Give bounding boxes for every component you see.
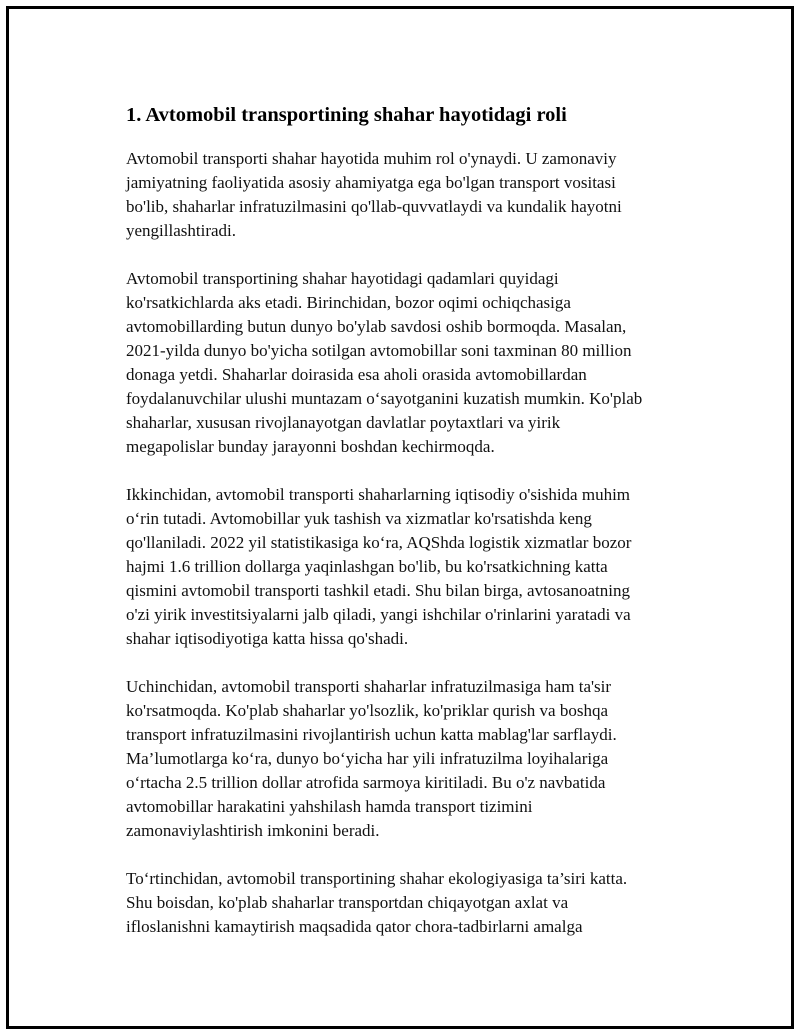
text-line: transport infratuzilmasini rivojlantirish uchun katta mablag'lar sarflaydi. xyxy=(126,725,617,744)
text-line: bo'lib, shaharlar infratuzilmasini qo'llab-quvvatlaydi va kundalik hayotni xyxy=(126,197,622,216)
text-line: o'zi yirik investitsiyalarni jalb qiladi, yangi ishchilar o'rinlarini yaratadi va xyxy=(126,605,631,624)
text-line: hajmi 1.6 trillion dollarga yaqinlashgan bo'lib, bu ko'rsatkichning katta xyxy=(126,557,608,576)
text-line: o‘rtacha 2.5 trillion dollar atrofida sarmoya kiritiladi. Bu o'z navbatida xyxy=(126,773,606,792)
text-line: jamiyatning faoliyatida asosiy ahamiyatga ega bo'lgan transport vositasi xyxy=(126,173,616,192)
text-line: Shu boisdan, ko'plab shaharlar transportdan chiqayotgan axlat va xyxy=(126,893,569,912)
paragraph-second-point xyxy=(126,483,706,651)
text-line: megapolislar bunday jarayonni boshdan kechirmoqda. xyxy=(126,437,495,456)
text-line: avtomobillar harakatini yahshilash hamda transport tizimini xyxy=(126,797,533,816)
paragraph-first-point xyxy=(126,267,706,459)
paragraph-third-point xyxy=(126,675,706,843)
text-line: Avtomobil transporti shahar hayotida muhim rol o'ynaydi. U zamonaviy xyxy=(126,149,617,168)
text-line: o‘rin tutadi. Avtomobillar yuk tashish va xizmatlar ko'rsatishda keng xyxy=(126,509,592,528)
text-line: ifloslanishni kamaytirish maqsadida qator chora-tadbirlarni amalga xyxy=(126,917,583,936)
text-line: Uchinchidan, avtomobil transporti shaharlar infratuzilmasiga ham ta'sir xyxy=(126,677,612,696)
text-line: To‘rtinchidan, avtomobil transportining shahar ekologiyasiga ta’siri katta. xyxy=(126,869,628,888)
text-line: Ma’lumotlarga ko‘ra, dunyo bo‘yicha har yili infratuzilma loyihalariga xyxy=(126,749,609,768)
text-line: avtomobillarding butun dunyo bo'ylab savdosi oshib bormoqda. Masalan, xyxy=(126,317,627,336)
text-line: ko'rsatkichlarda aks etadi. Birinchidan, bozor oqimi ochiqchasiga xyxy=(126,293,571,312)
text-line: 2021-yilda dunyo bo'yicha sotilgan avtomobillar soni taxminan 80 million xyxy=(126,341,632,360)
text-line: yengillashtiradi. xyxy=(126,221,237,240)
text-line: donaga yetdi. Shaharlar doirasida esa aholi orasida avtomobillardan xyxy=(126,365,587,384)
document-body xyxy=(126,101,706,963)
text-line: Ikkinchidan, avtomobil transporti shaharlarning iqtisodiy o'sishida muhim xyxy=(126,485,631,504)
paragraph-intro xyxy=(126,147,706,243)
section-heading: 1. Avtomobil transportining shahar hayotidagi roli xyxy=(126,104,567,126)
text-line: ko'rsatmoqda. Ko'plab shaharlar yo'lsozlik, ko'priklar qurish va boshqa xyxy=(126,701,609,720)
page-frame xyxy=(6,6,794,1029)
text-line: qo'llaniladi. 2022 yil statistikasiga ko‘ra, AQShda logistik xizmatlar bozor xyxy=(126,533,632,552)
text-line: zamonaviylashtirish imkonini beradi. xyxy=(126,821,380,840)
text-line: shaharlar, xususan rivojlanayotgan davlatlar poytaxtlari va yirik xyxy=(126,413,561,432)
paragraph-fourth-point xyxy=(126,867,706,939)
text-line: foydalanuvchilar ulushi muntazam o‘sayotganini kuzatish mumkin. Ko'plab xyxy=(126,389,643,408)
text-line: qismini avtomobil transporti tashkil etadi. Shu bilan birga, avtosanoatning xyxy=(126,581,630,600)
text-line: shahar iqtisodiyotiga katta hissa qo'shadi. xyxy=(126,629,409,648)
text-line: Avtomobil transportining shahar hayotidagi qadamlari quyidagi xyxy=(126,269,559,288)
